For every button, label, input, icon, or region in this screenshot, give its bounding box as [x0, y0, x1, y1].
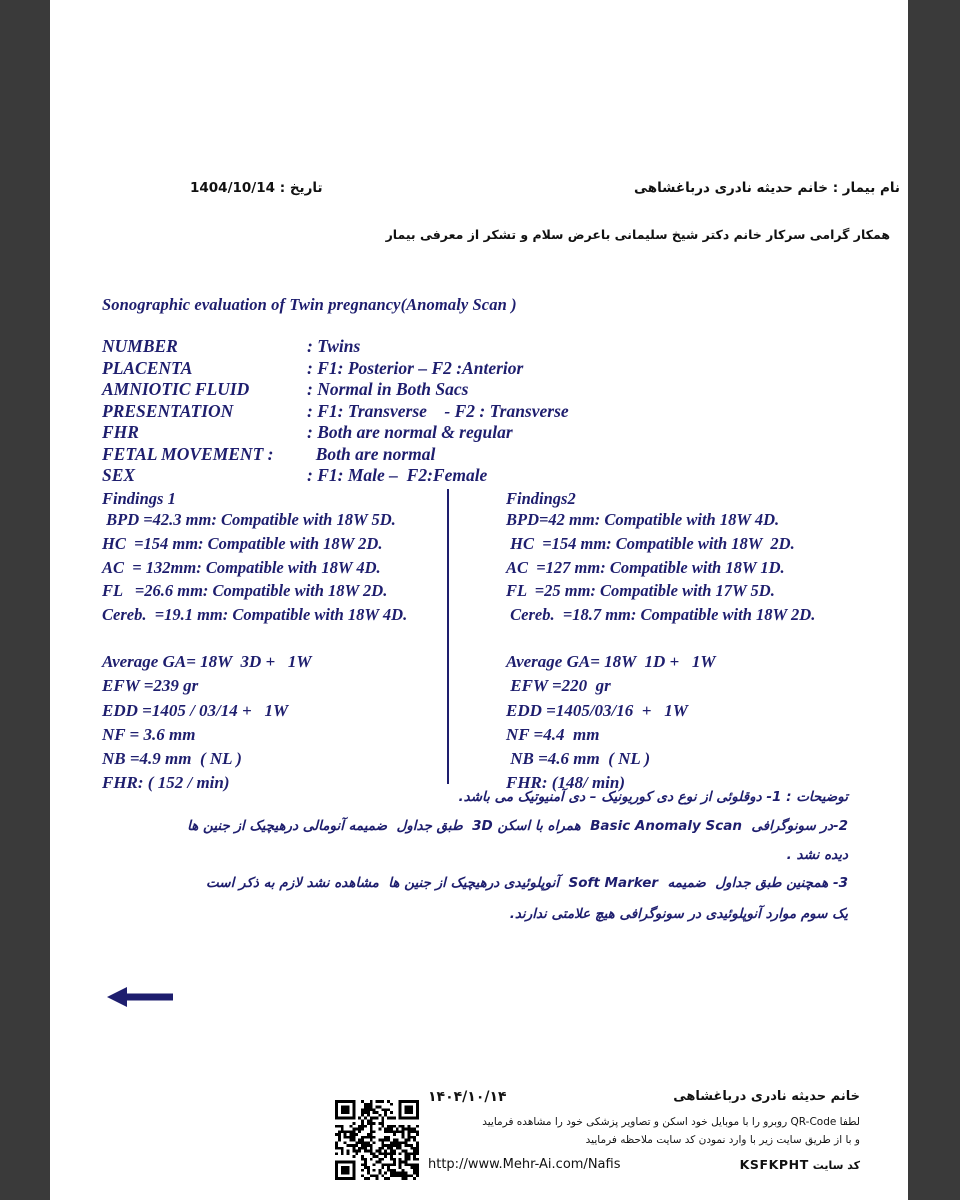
site-code-label: کد سایت: [812, 1159, 860, 1172]
parameter-row: [102, 379, 862, 401]
parameter-label: FHR: [102, 422, 139, 442]
summary-line: NF =4.4 mm: [506, 724, 600, 744]
greeting-line: همکار گرامی سرکار خانم دکتر شیخ سلیمانی باعرض سلام و تشکر از معرفی بیمار: [385, 227, 890, 242]
measurement-line: FL =26.6 mm: Compatible with 18W 2D.: [102, 581, 388, 601]
report-date-header: تاریخ : 1404/10/14: [190, 180, 323, 196]
parameter-value: : Both are normal & regular: [307, 422, 513, 442]
note-1: توضیحات : 1- دوقلوئی از نوع دی کوریونیک – دی آمنیوتیک می باشد.: [458, 789, 848, 805]
measurement-line: FL =25 mm: Compatible with 17W 5D.: [506, 581, 775, 601]
footer-patient-name: خانم حدیثه نادری درباغشاهی: [673, 1089, 860, 1104]
parameter-value: : F1: Male – F2:Female: [307, 465, 488, 485]
report-page: [50, 0, 908, 1200]
summary-line: NB =4.9 mm ( NL ): [102, 749, 242, 769]
footer-date: ۱۴۰۴/۱۰/۱۴: [428, 1089, 507, 1105]
note-2-continued: دیده نشد .: [786, 847, 848, 863]
summary-line: FHR: (148/ min): [506, 773, 626, 793]
findings-2-heading: Findings2: [506, 489, 576, 508]
note-2: 2-در سونوگرافی Basic Anomaly Scan همراه با اسکن 3D طبق جداول ضمیمه آنومالی درهیچیک از جنین ها: [187, 818, 848, 834]
summary-line: Average GA= 18W 1D + 1W: [506, 652, 716, 671]
parameter-value: : Normal in Both Sacs: [307, 379, 469, 399]
measurement-line: HC =154 mm: Compatible with 18W 2D.: [506, 533, 795, 553]
parameter-row: [102, 336, 862, 358]
measurement-line: AC = 132mm: Compatible with 18W 4D.: [102, 557, 381, 577]
back-arrow-icon[interactable]: [105, 983, 175, 1011]
findings-1-heading: Findings 1: [102, 489, 176, 508]
parameter-label: FETAL MOVEMENT :: [102, 443, 274, 464]
note-3: 3- همچنین طبق جداول ضمیمه Soft Marker آنوپلوئیدی درهیچیک از جنین ها مشاهده نشد لازم به ذکر است: [206, 875, 848, 891]
footer-url[interactable]: http://www.Mehr-Ai.com/Nafis: [428, 1157, 621, 1172]
summary-line: EFW =239 gr: [102, 676, 199, 696]
report-title: Sonographic evaluation of Twin pregnancy(Anomaly Scan ): [102, 295, 517, 314]
parameter-label: PRESENTATION: [102, 400, 234, 421]
footer-instruction-2: و با از طریق سایت زیر با وارد نمودن کد سایت ملاحظه فرمایید: [585, 1134, 860, 1146]
parameter-row: [102, 358, 862, 380]
patient-name-header: نام بیمار : خانم حدیثه نادری درباغشاهی: [634, 180, 900, 196]
parameter-label: AMNIOTIC FLUID: [102, 379, 250, 399]
summary-line: FHR: ( 152 / min): [102, 773, 230, 793]
summary-fetus-1: [102, 650, 462, 796]
page-footer: [50, 1085, 908, 1195]
parameter-value: : Twins: [307, 336, 361, 356]
footer-instruction-1: لطفا QR-Code روبرو را با موبایل خود اسکن و تصاویر پزشکی خود را مشاهده فرمایید: [482, 1116, 860, 1128]
summary-line: Average GA= 18W 3D + 1W: [102, 652, 312, 671]
parameter-label: PLACENTA: [102, 357, 193, 378]
parameter-value: : F1: Transverse - F2 : Transverse: [307, 400, 569, 421]
parameter-row: [102, 401, 862, 423]
parameter-row: [102, 422, 862, 444]
findings-column-2: [506, 489, 906, 627]
parameter-row: [102, 444, 862, 466]
summary-fetus-2: [506, 650, 886, 796]
findings-2-lines: [506, 508, 906, 627]
measurement-line: Cereb. =19.1 mm: Compatible with 18W 4D.: [102, 605, 408, 625]
parameter-list: [102, 336, 862, 487]
summary-line: EFW =220 gr: [506, 676, 611, 696]
site-code-value: KSFKPHT: [739, 1157, 809, 1172]
measurement-line: HC =154 mm: Compatible with 18W 2D.: [102, 533, 383, 553]
summary-line: NF = 3.6 mm: [102, 724, 196, 744]
measurement-line: AC =127 mm: Compatible with 18W 1D.: [506, 557, 785, 577]
summary-line: NB =4.6 mm ( NL ): [506, 749, 651, 769]
parameter-label: NUMBER: [102, 336, 178, 356]
measurement-line: BPD=42 mm: Compatible with 18W 4D.: [506, 510, 780, 529]
parameter-row: [102, 465, 862, 487]
findings-1-lines: [102, 508, 494, 627]
findings-column-1: [102, 489, 494, 627]
note-3-continued: یک سوم موارد آنوپلوئیدی در سونوگرافی هیچ علامتی ندارند.: [509, 906, 848, 922]
summary-line: EDD =1405 / 03/14 + 1W: [102, 700, 289, 720]
summary-line: EDD =1405/03/16 + 1W: [506, 700, 688, 720]
measurement-line: BPD =42.3 mm: Compatible with 18W 5D.: [102, 510, 396, 529]
parameter-value: : F1: Posterior – F2 :Anterior: [307, 357, 524, 378]
parameter-label: SEX: [102, 465, 136, 485]
measurement-line: Cereb. =18.7 mm: Compatible with 18W 2D.: [506, 605, 816, 625]
parameter-value: Both are normal: [307, 443, 436, 464]
